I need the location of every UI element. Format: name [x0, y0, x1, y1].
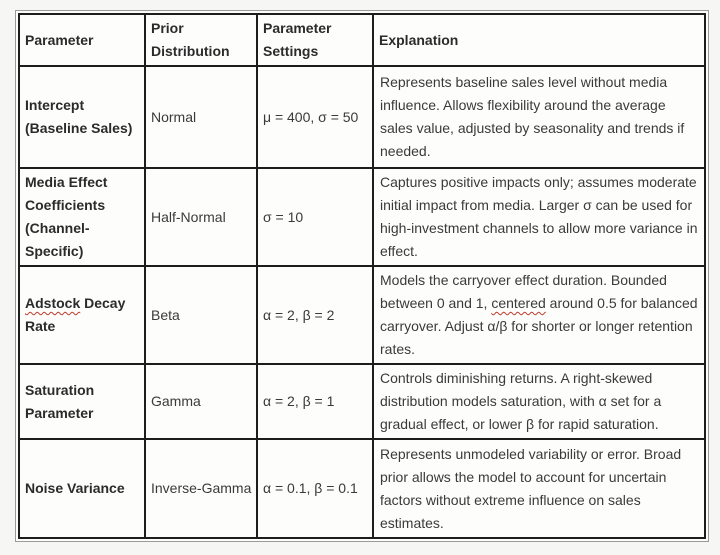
- parameter-settings-cell: α = 2, β = 2: [257, 266, 373, 364]
- prior-distribution-cell: Inverse-Gamma: [145, 439, 257, 538]
- table-row: [19, 168, 705, 266]
- priors-table: [18, 13, 706, 539]
- header-parameter: Parameter: [19, 14, 145, 66]
- prior-distribution-cell: Gamma: [145, 364, 257, 439]
- parameter-cell: Noise Variance: [19, 439, 145, 538]
- table-outer-frame: [15, 10, 709, 542]
- table-row: [19, 364, 705, 439]
- parameter-settings-cell: α = 0.1, β = 0.1: [257, 439, 373, 538]
- header-row: [19, 14, 705, 66]
- parameter-cell: Adstock Decay Rate: [19, 266, 145, 364]
- parameter-cell: Saturation Parameter: [19, 364, 145, 439]
- table-row: [19, 266, 705, 364]
- header-explanation: Explanation: [373, 14, 705, 66]
- table-row: [19, 66, 705, 168]
- explanation-cell: Represents unmodeled variability or error. Broad prior allows the model to account for uncertain factors without extreme influence on sales estimates.: [373, 439, 705, 538]
- prior-distribution-cell: Normal: [145, 66, 257, 168]
- parameter-settings-cell: α = 2, β = 1: [257, 364, 373, 439]
- explanation-cell: Captures positive impacts only; assumes moderate initial impact from media. Larger σ can be used for high-investment channels to allow more variance in effect.: [373, 168, 705, 266]
- parameter-cell: Intercept (Baseline Sales): [19, 66, 145, 168]
- explanation-cell: Represents baseline sales level without media influence. Allows flexibility around the average sales value, adjusted by seasonality and trends if needed.: [373, 66, 705, 168]
- explanation-cell: Models the carryover effect duration. Bounded between 0 and 1, centered around 0.5 for balanced carryover. Adjust α/β for shorter or longer retention rates.: [373, 266, 705, 364]
- prior-distribution-cell: Beta: [145, 266, 257, 364]
- spellcheck-underline: centered: [491, 295, 546, 311]
- header-parameter-settings: Parameter Settings: [257, 14, 373, 66]
- parameter-settings-cell: μ = 400, σ = 50: [257, 66, 373, 168]
- parameter-settings-cell: σ = 10: [257, 168, 373, 266]
- parameter-cell: Media Effect Coefficients (Channel-Specific): [19, 168, 145, 266]
- header-prior-distribution: Prior Distribution: [145, 14, 257, 66]
- prior-distribution-cell: Half-Normal: [145, 168, 257, 266]
- spellcheck-underline: Adstock: [25, 295, 81, 311]
- table-row: [19, 439, 705, 538]
- explanation-cell: Controls diminishing returns. A right-skewed distribution models saturation, with α set for a gradual effect, or lower β for rapid saturation.: [373, 364, 705, 439]
